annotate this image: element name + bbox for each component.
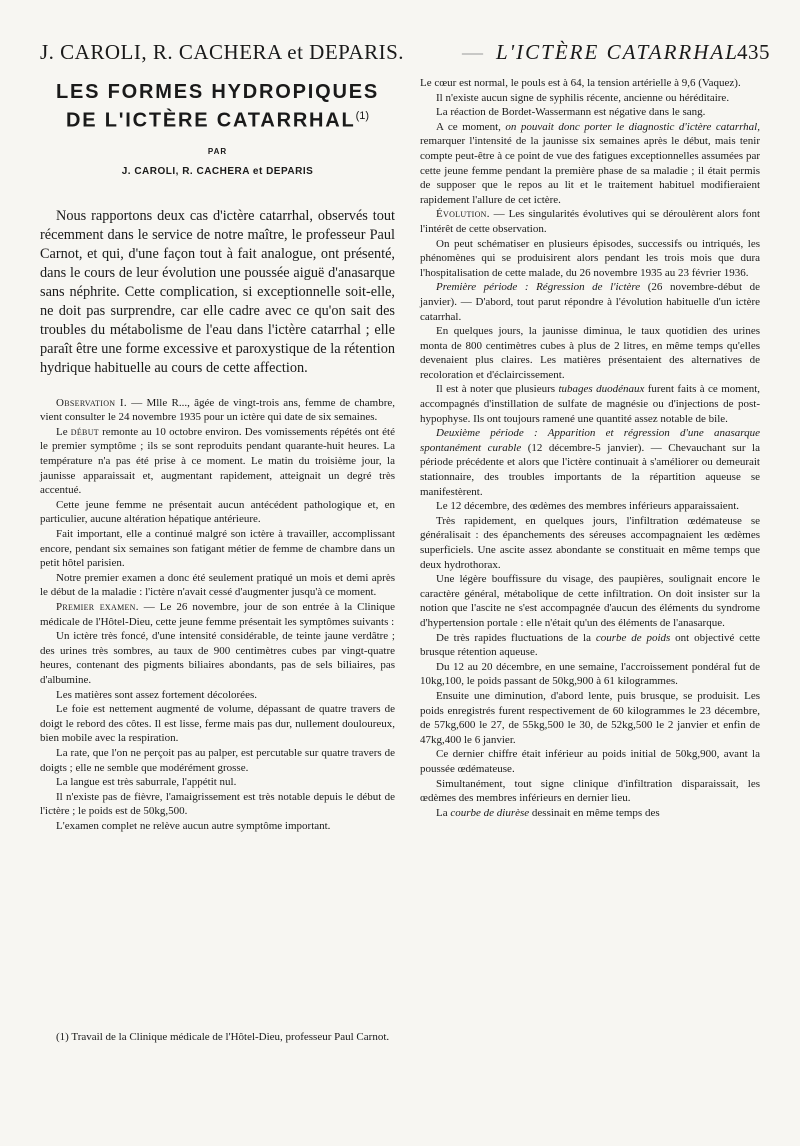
debut-text: remonte au 10 octobre environ. Des vomissements répétés ont été le premier symptôme ; ils se sont reproduits pendant quarante-huit heures. La température n'a pas été prise à ce moment. Le matin du troisième jour, la jaunisse apparaissait et, augmentant rapidement, atteignait un degré très accentué. [40,425,395,497]
premier-examen-paragraph [40,600,395,629]
tubages-text-a: Il est à noter que plusieurs [436,383,559,396]
debut-paragraph [40,425,395,498]
tubages-italic: tubages duodénaux [558,383,645,396]
premiere-periode-paragraph [420,280,760,324]
running-head [40,40,770,70]
right-column [420,76,760,820]
running-head-dash: — [462,40,484,64]
fait-important-paragraph: Fait important, elle a continué malgré son ictère à travailler, accomplissant encore, pendant six semaines son fatigant métier de femme de chambre dans un petit hôtel parisien. [40,528,395,570]
evolution-label: Évolution. [436,208,490,221]
diminution-paragraph: Ensuite une diminution, d'abord lente, puis brusque, se produisit. Les poids enregistrés furent respectivement de 60 kilogrammes le 23 décembre, de 57kg,600 le 27, de 55kg,500 le 30, de 52kg,500 le 2 janvier et enfin de 47kg,400 le 6 janvier. [420,689,760,746]
dernier-chiffre-paragraph: Ce dernier chiffre était inférieur au poids initial de 50kg,900, avant la poussée œdémateuse. [420,748,760,775]
page-number: 435 [737,40,770,64]
left-column [40,76,395,833]
left-body-text [40,396,395,834]
rate-paragraph: La rate, que l'on ne perçoit pas au palper, est percutable sur quatre travers de doigts ; elle ne semble que modérément grosse. [40,746,395,774]
fluctuations-text-a: De très rapides fluctuations de la [436,631,596,644]
diurese-paragraph [420,806,760,821]
observation-paragraph [40,396,395,425]
premier-examen-note-paragraph: Notre premier examen a donc été seulement pratiqué un mois et demi après le début de la maladie : l'ictère n'avait cessé d'augmenter jusqu'à ce moment. [40,571,395,599]
deuxieme-periode-paragraph [420,426,760,499]
diagnostic-italic: on pouvait donc porter le diagnostic d'ictère catarrhal, [505,120,760,133]
premier-examen-text: — Le 26 novembre, jour de son entrée à la Clinique médicale de l'Hôtel-Dieu, cette jeune femme présentait les symptômes suivants : [40,600,396,628]
fievre-paragraph: Il n'existe pas de fièvre, l'amaigrissement est très notable depuis le début de l'ictère ; le poids est de 50kg,500. [40,790,395,818]
observation-label: Observation I. [56,396,127,409]
bordet-paragraph: La réaction de Bordet-Wassermann est négative dans le sang. [436,106,706,119]
premier-examen-label: Premier examen. [56,600,139,613]
debut-label: début [70,425,99,438]
observation-text: — Mlle R..., âgée de vingt-trois ans, femme de chambre, vient consulter le 24 novembre 1935 pour un ictère qui date de six semaines. [40,396,395,424]
article-title-line-2: DE L'ICTÈRE CATARRHAL [65,109,356,132]
bouffissure-paragraph: Une légère bouffissure du visage, des paupières, soulignait encore le caractère général, métabolique de cette infiltration. On doit insister sur la notion que l'ascite ne s'est accompagnée d'aucun des éléments du syndrome d'hypertension portale : elle n'était qu'un des éléments de l'anasarque. [420,573,760,629]
running-head-authors: J. CAROLI, R. CACHERA et DEPARIS. [40,40,405,64]
simultanement-paragraph: Simultanément, tout signe clinique d'infiltration disparaissait, les œdèmes des membres inférieurs en dernier lieu. [420,777,760,805]
accroissement-paragraph: Du 12 au 20 décembre, en une semaine, l'accroissement pondéral fut de 10kg,100, le poids passant de 50kg,900 à 61 kilogrammes. [420,660,760,688]
diurese-italic: courbe de diurèse [450,806,530,819]
title-footnote-marker: (1) [355,110,370,122]
evolution-text: — Les singularités évolutives qui se déroulèrent alors font l'intérêt de cette observation. [420,208,760,235]
antecedent-paragraph: Cette jeune femme ne présentait aucun antécédent pathologique et, en particulier, aucune altération hépatique antérieure. [40,498,395,526]
examen-complet-paragraph: L'examen complet ne relève aucun autre symptôme important. [56,819,331,832]
diurese-text-a: La [436,806,451,819]
running-head-title: L'ICTÈRE CATARRHAL [496,40,739,64]
diagnostic-text-a: A ce moment, [436,120,506,133]
coeur-paragraph: Le cœur est normal, le pouls est à 64, la tension artérielle à 9,6 (Vaquez). [420,77,741,89]
byline: J. CAROLI, R. CACHERA et DEPARIS [121,165,314,177]
par-label: PAR [207,146,228,156]
douze-decembre-paragraph: Le 12 décembre, des œdèmes des membres inférieurs apparaissaient. [436,500,739,513]
diagnostic-text-b: remarquer l'intensité de la jaunisse six semaines après le début, mais tenir compte peut-être à ce point de vue des fatigues exceptionnelles assumées par cette jeune femme pendant la première phase de sa maladie ; il était permis de supposer que le repos au lit et le traitement habituel modifieraient rapidement l'allure de cet ictère. [420,135,760,206]
fluctuations-italic: courbe de poids [595,631,671,644]
article-title-line-1: LES FORMES HYDROPIQUES [56,81,379,103]
premiere-periode-heading: Première période : Régression de l'ictère [436,281,641,294]
quelques-jours-paragraph: En quelques jours, la jaunisse diminua, le taux quotidien des urines monta de 800 centimètres cubes à plus de 2 litres, en même temps qu'elles devenaient plus claires. Les matières présentaient des alternatives de recoloration et d'éclaircissement. [420,325,760,381]
langue-paragraph: La langue est très saburrale, l'appétit nul. [56,776,237,789]
footnote: (1) Travail de la Clinique médicale de l'Hôtel-Dieu, professeur Paul Carnot. [56,1031,390,1043]
ictere-paragraph: Un ictère très foncé, d'une intensité considérable, de teinte jaune verdâtre ; des urines très sombres, au taux de 900 centimètres cubes par vingt-quatre heures, contenant des pigments biliaires abondants, pas de sels biliaires, pas d'albumine. [40,630,395,686]
evolution-paragraph [420,207,760,236]
fluctuations-paragraph [420,631,760,660]
debut-prefix: Le [56,425,71,438]
premiere-periode-text: (26 novembre-début de janvier). — D'abord, tout parut répondre à l'évolution habituelle d'un ictère catarrhal. [420,281,760,323]
infiltration-paragraph: Très rapidement, en quelques jours, l'infiltration œdémateuse se généralisait : des épanchements des séreuses accompagnaient les œdèmes superficiels. Une ascite assez abondante se constituait en même temps que deux hydrothorax. [420,514,760,571]
diagnostic-paragraph [420,120,760,208]
diurese-text-b: dessinait en même temps des [529,806,660,819]
article-title [40,80,395,133]
tubages-paragraph [420,382,760,426]
abstract: Nous rapportons deux cas d'ictère catarrhal, observés tout récemment dans le service de notre maître, le professeur Paul Carnot, et qui, d'une façon tout à fait analogue, ont présenté, dans le cours de leur évolution une poussée aiguë d'anasarque sans néphrite. Cette complication, si exceptionnelle soit-elle, ne doit pas surprendre, car elle cadre avec ce qu'on sait des troubles du métabolisme de l'eau dans l'ictère catarrhal ; elle paraît être une forme excessive et paroxystique de la rétention hydrique habituelle au cours de cette affection. [40,207,395,376]
matieres-paragraph: Les matières sont assez fortement décolorées. [56,688,257,701]
syphilis-paragraph: Il n'existe aucun signe de syphilis récente, ancienne ou héréditaire. [436,91,730,104]
schematiser-paragraph: On peut schématiser en plusieurs épisodes, successifs ou intriqués, les phénomènes qui se produisirent alors pendant les trois mois que dura l'hospitalisation de cette malade, du 26 novembre 1935 au 23 février 1936. [420,237,760,279]
tubages-text-b: furent faits à ce moment, accompagnés d'instillation de sulfate de magnésie ou d'injections de post-hypophyse. Ils ont toujours ramené une quantité assez notable de bile. [420,383,761,425]
fluctuations-text-b: ont objectivé cette brusque rétention aqueuse. [420,631,760,659]
deuxieme-periode-text: (12 décembre-5 janvier). — Chevauchant sur la période précédente et alors que l'ictère continuait à s'améliorer ou demeurait stationnaire, des troubles importants de la répartition aqueuse se manifestèrent. [420,441,760,498]
deuxieme-periode-heading: Deuxième période : Apparition et régression d'une anasarque spontanément curable [420,427,760,454]
foie-paragraph: Le foie est nettement augmenté de volume, dépassant de quatre travers de doigt le rebord des côtes. Il est lisse, ferme mais pas dur, nullement douloureux, bien mobile avec la respiration. [40,703,395,745]
right-body-text [420,76,760,820]
